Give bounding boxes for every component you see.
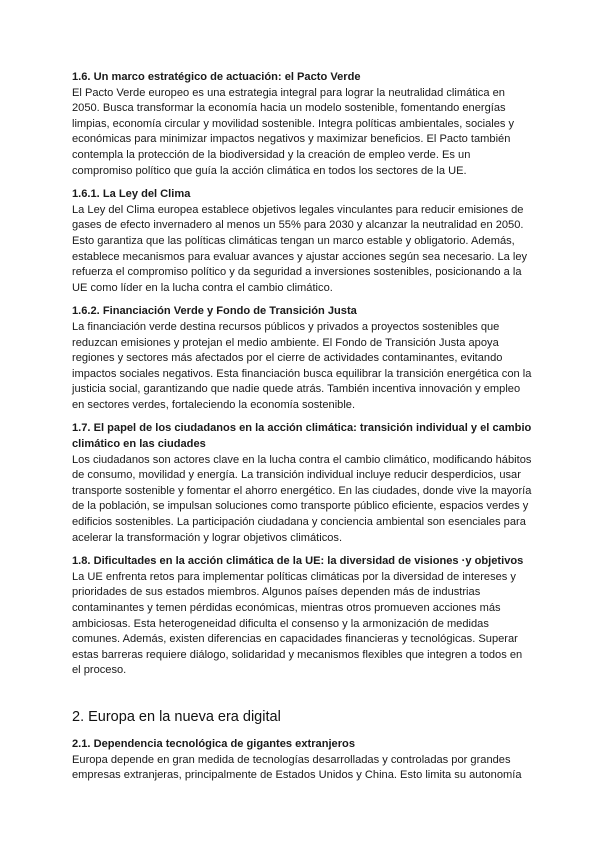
section-ciudadanos [72,421,532,546]
section-paragraph: Europa depende en gran medida de tecnologías desarrolladas y controladas por grandes empresas extranjeras, principalmente de Estados Unidos y China. Esto limita su autonomía [72,753,522,782]
section-paragraph: La UE enfrenta retos para implementar políticas climáticas por la diversidad de intereses y prioridades de sus estados miembros. Algunos países dependen más de industrias contaminantes y temen pérdidas económicas, mientras otros promueven acciones más ambiciosas. Esta heterogeneidad dificulta el consenso y la armonización de medidas comunes. Además, existen diferencias en capacidades financieras y tecnológicas. Superar estas barreras requiere diálogo, solidaridad y mecanismos flexibles que integren a todos en el proceso. [72,570,523,677]
section-dependencia-tecnologica [72,737,532,784]
section-heading: 1.6.1. La Ley del Clima [72,188,191,201]
section-ley-clima [72,187,532,296]
section-paragraph: Los ciudadanos son actores clave en la lucha contra el cambio climático, modificando hábitos de consumo, movilidad y energía. La transición individual incluye reducir desperdicios, usar transporte sostenible y fomentar el ahorro energético. En las ciudades, donde vive la mayoría de la población, se impulsan soluciones como transporte público eficiente, espacios verdes y edificios sostenibles. La participación ciudadana y conciencia ambiental son esenciales para acelerar la transformación y lograr objetivos climáticos. [72,453,532,544]
section-heading: 2.1. Dependencia tecnológica de gigantes extranjeros [72,737,355,750]
section-paragraph: El Pacto Verde europeo es una estrategia integral para lograr la neutralidad climática en 2050. Busca transformar la economía hacia un modelo sostenible, fomentando energías limpias, economía circular y movilidad sostenible. Integra políticas ambientales, sociales y económicas para minimizar impactos negativos y maximizar beneficios. El Pacto también contempla la protección de la biodiversidad y la creación de empleo verde. Es un compromiso político que guía la acción climática en todos los sectores de la UE. [72,86,515,177]
section-paragraph: La financiación verde destina recursos públicos y privados a proyectos sostenibles que reduzcan emisiones y protejan el medio ambiente. El Fondo de Transición Justa apoya regiones y sectores más afectados por el cierre de actividades contaminantes, evitando impactos sociales negativos. Esta financiación busca equilibrar la transición energética con la justicia social, garantizando que nadie quede atrás. También incentiva innovación y empleo en sectores verdes, fortaleciendo la economía sostenible. [72,320,532,411]
section-dificultades [72,554,532,679]
chapter-title: 2. Europa en la nueva era digital [72,708,281,725]
section-paragraph: La Ley del Clima europea establece objetivos legales vinculantes para reducir emisiones de gases de efecto invernadero al menos un 55% para 2030 y alcanzar la neutralidad en 2050. Esto garantiza que las políticas climáticas tengan un marco estable y obligatorio. Además, establece mecanismos para evaluar avances y ajustar acciones según sea necesario. La ley refuerza el compromiso político y da seguridad a inversiones sostenibles, posicionando a la UE como líder en la lucha contra el cambio climático. [72,203,528,294]
document-page [72,70,532,792]
section-heading: 1.6.2. Financiación Verde y Fondo de Transición Justa [72,305,357,318]
section-heading: 1.8. Dificultades en la acción climática de la UE: la diversidad de visiones ·y objetivos [72,555,524,568]
section-financiacion-verde [72,304,532,413]
section-heading: 1.6. Un marco estratégico de actuación: el Pacto Verde [72,71,361,83]
section-heading: 1.7. El papel de los ciudadanos en la acción climática: transición individual y el cambio climático en las ciudades [72,422,532,451]
section-pacto-verde [72,70,532,179]
